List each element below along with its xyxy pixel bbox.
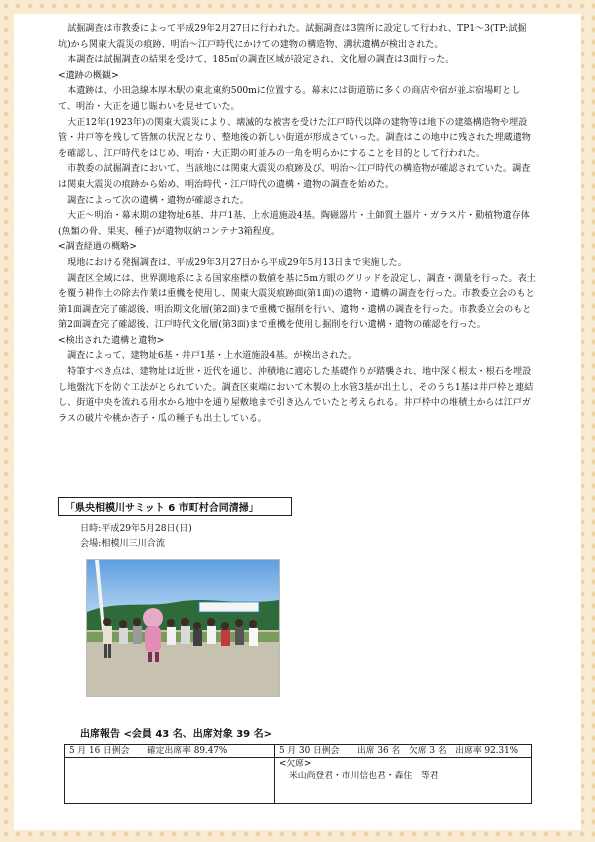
absent-label: <欠席> [279, 759, 312, 769]
table-column-divider [274, 745, 275, 803]
event-info [80, 522, 538, 552]
section-heading: <検出された遺構と遺物> [58, 335, 165, 346]
section-heading: <調査経過の概略> [58, 242, 137, 253]
paragraph: 調査区全域には、世界測地系による国家座標の数値を基に5m方眼のグリッドを設定し、調査・測量を行った。表土を覆う耕作土の除去作業は重機を使用し、関東大震災痕跡面(第1面)の遺物・遺構の調査を行った。市教委立会のもと第1面調査完了確認後、明治期文化層(第2面)まで重機で掘削を行い、遺物・遺構の調査を行った。市教委立会のもと第2面調査完了確認後、江戸時代文化層(第3面)まで重機を使用し掘削を行い遺構・遺物の確認を行った。 [58, 273, 536, 331]
article-body [58, 22, 538, 427]
group-photo-image [87, 560, 279, 696]
paragraph: 市教委の試掘調査において、当該地には関東大震災の痕跡及び、明治〜江戸時代の構造物が確認されていた。調査は関東大震災の痕跡から始め、明治時代・江戸時代の遺構・遺物の調査を始めた。 [58, 164, 531, 190]
event-title: 「県央相模川サミット 6 市町村合同清掃」 [58, 497, 292, 516]
absent-cell [279, 758, 527, 782]
event-date: 日時:平成29年5月28日(日) [80, 524, 192, 534]
paragraph: 大正〜明治・幕末期の建物址6基、井戸1基、上水道施設4基。陶磁器片・土師質土器片・ガラス片・動植物遺存体(魚類の骨、果実、種子)が遺物収納コンテナ3箱程度。 [58, 211, 530, 237]
paragraph: 調査によって次の遺構・遺物が確認された。 [67, 195, 249, 206]
event-venue: 会場:相模川三川合流 [80, 539, 165, 549]
group-photo [86, 559, 280, 697]
paragraph: 試掘調査は市教委によって平成29年2月27日に行われた。試掘調査は3箇所に設定して行われ、TP1〜3(TP:試掘坑)から関東大震災の痕跡、明治〜江戸時代にかけての建物の構造物、溝状遺構が検出された。 [58, 24, 527, 50]
paragraph: 現地における発掘調査は、平成29年3月27日から平成29年5月13日まで実施した。 [67, 257, 407, 268]
paragraph: 調査によって、建物址6基・井戸1基・上水道施設4基。が検出された。 [67, 351, 358, 362]
meeting-1-cell: 5 月 16 日例会 確定出席率 89.47% [69, 746, 228, 756]
paragraph: 本遺跡は、小田急線本厚木駅の東北東約500mに位置する。幕末には街道筋に多くの商店や宿が並ぶ宿場町として、明治・大正を通じ賑わいを見せていた。 [58, 86, 521, 112]
paragraph: 大正12年(1923年)の関東大震災により、壊滅的な被害を受けた江戸時代以降の建物等は地下の建築構造物や埋設管・井戸等を残して皆無の状況となり、整地後の新しい街道が形成さていった。調査はこの地中に残された埋蔵遺物を確認し、江戸時代をはじめ、明治・大正期の町並みの一角を明らかにすることを目的として行われた。 [58, 117, 531, 159]
event-section [58, 497, 538, 552]
paragraph: 特筆すべき点は、建物址は近世・近代を通じ、沖積地に適応した基礎作りが踏襲され、地中深く根太・根石を埋設し地盤沈下を防ぐ工法がとられていた。調査区東端において木製の上水管3基が出土し、そのうち1基は井戸枠と連結し、街道中央を流れる用水から地中を通り屋敷地まで引き込んでいたと考えられる。井戸枠中の堆積土からは江戸ガラスの破片や桃か杏子・瓜の種子も出土している。 [58, 367, 534, 424]
meeting-2-cell: 5 月 30 日例会 出席 36 名 欠席 3 名 出席率 92.31% [279, 746, 519, 756]
attendance-table [64, 744, 532, 804]
attendance-title: 出席報告 <会員 43 名、出席対象 39 名> [80, 729, 272, 740]
absent-names: 米山尚登君・市川信也君・森住 等君 [289, 771, 439, 781]
section-heading: <遺跡の概観> [58, 70, 119, 81]
paragraph: 本調査は試掘調査の結果を受けて、185㎡の調査区域が設定され、文化層の調査は3面行った。 [67, 55, 455, 66]
